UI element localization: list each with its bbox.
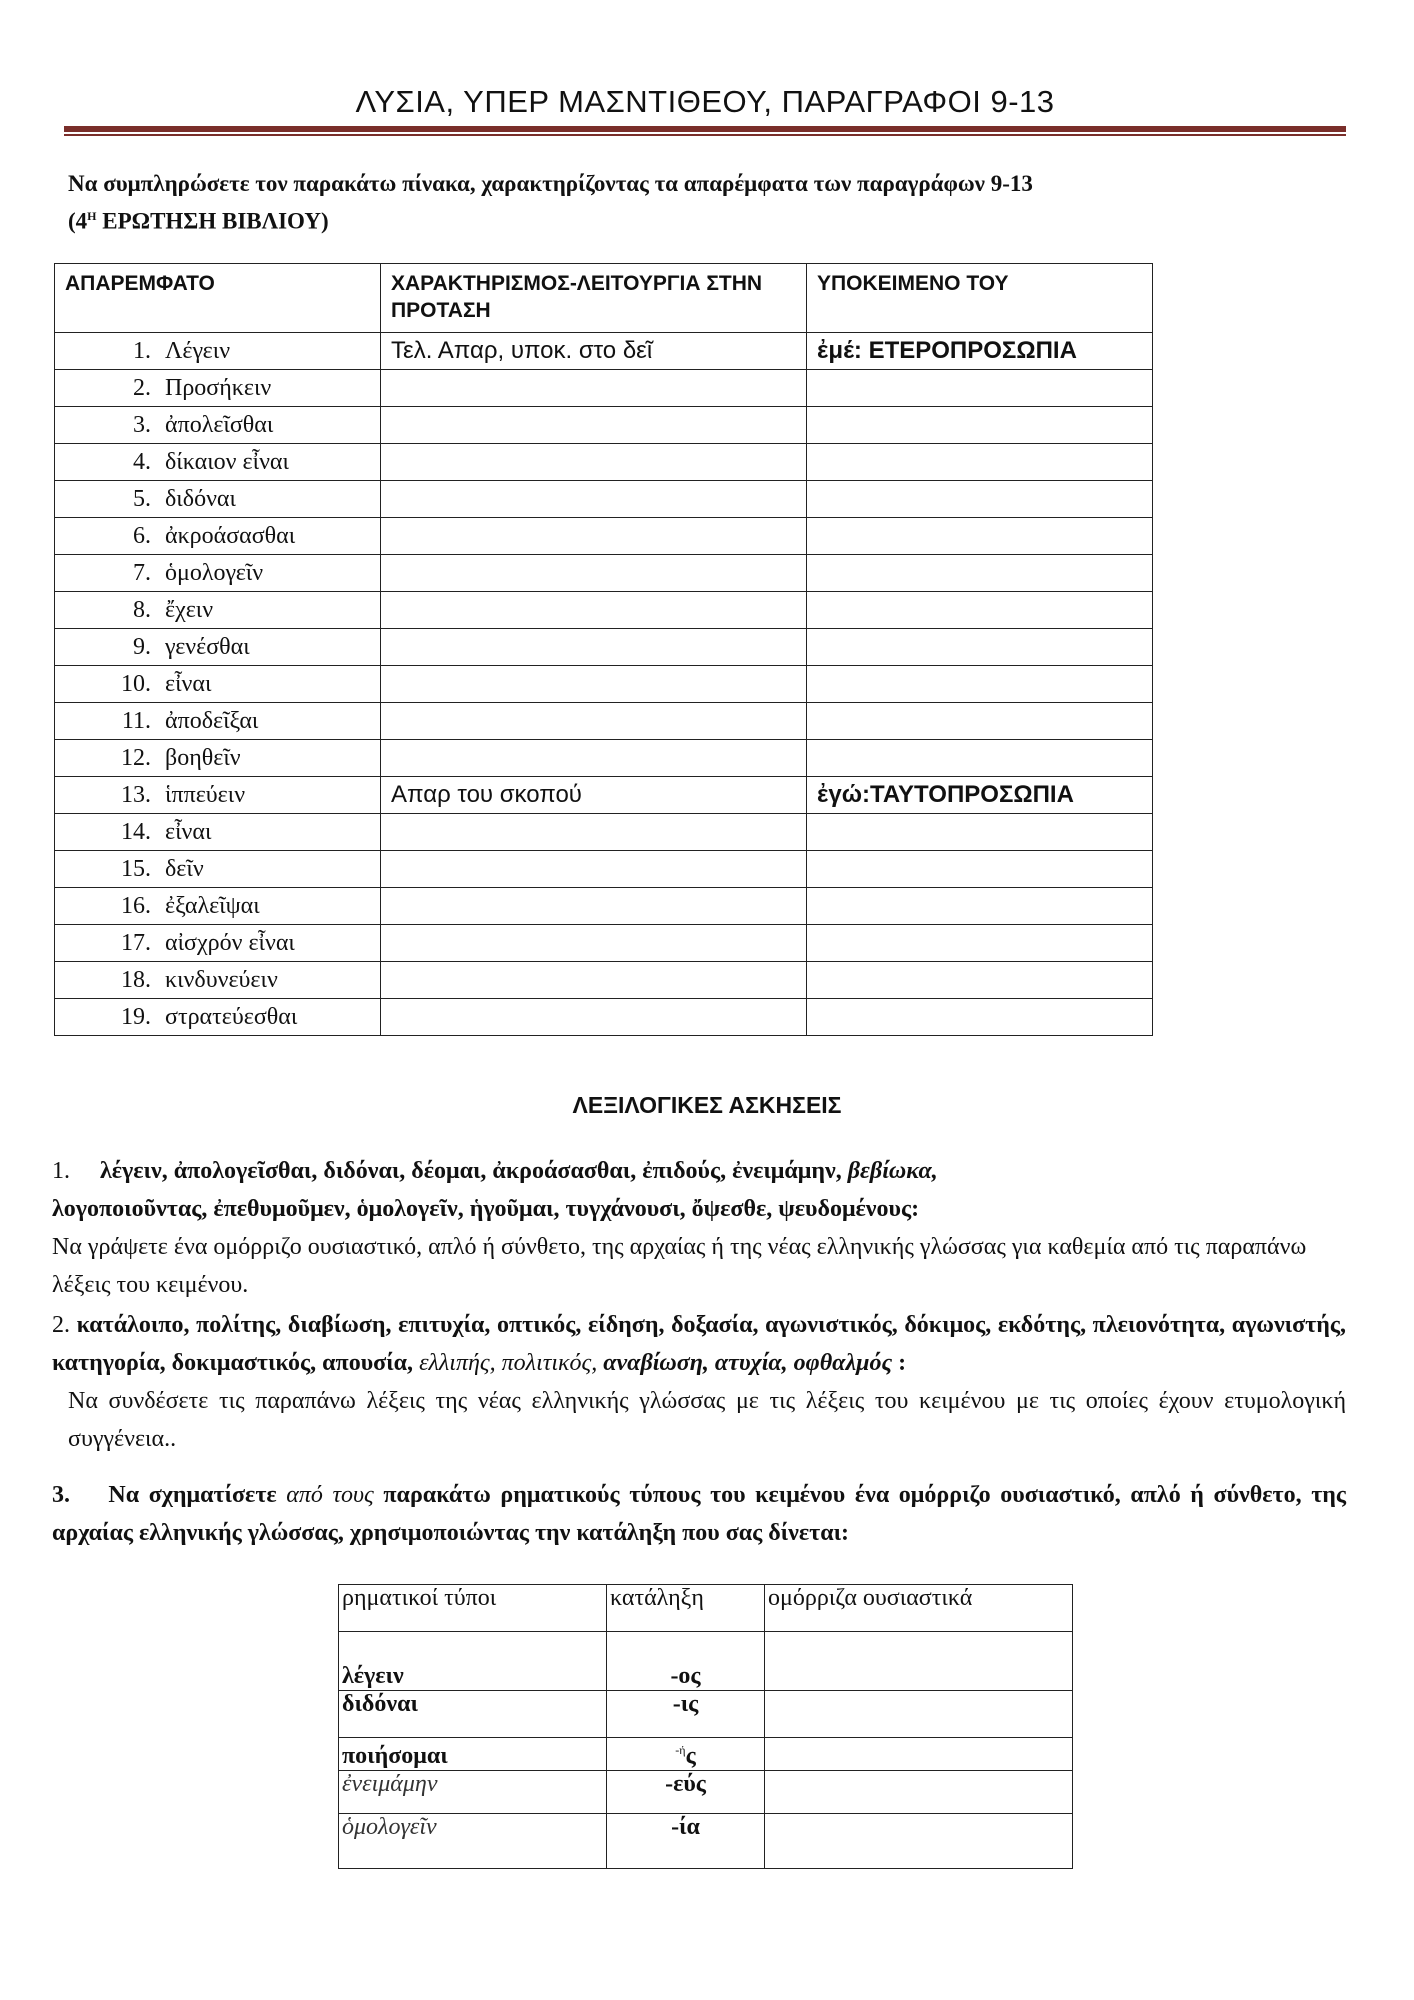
endings-table <box>338 1584 1073 1869</box>
infinitive-cell <box>55 740 381 777</box>
table-row <box>55 481 1153 518</box>
row-number: 4. <box>133 449 151 475</box>
function-cell[interactable] <box>381 629 807 666</box>
instructions <box>68 168 1348 238</box>
exercise-1 <box>52 1152 1346 1304</box>
header-infinitive: ΑΠΑΡΕΜΦΑΤΟ <box>55 264 381 333</box>
exercise-1-words-b: λογοποιοῦντας, ἐπεθυμοῦμεν, ὁμολογεῖν, ἡγοῦμαι, τυγχάνουσι, ὄψεσθε, ψευδομένους: <box>52 1196 920 1222</box>
endings-answer-cell[interactable] <box>765 1814 1073 1869</box>
table-row <box>55 962 1153 999</box>
infinitive-cell <box>55 814 381 851</box>
exercise-2 <box>52 1306 1346 1458</box>
infinitive: εἶναι <box>165 671 212 697</box>
infinitive-cell <box>55 555 381 592</box>
infinitive-cell <box>55 703 381 740</box>
table-row <box>55 703 1153 740</box>
infinitive-cell <box>55 777 381 814</box>
row-number: 15. <box>121 856 151 882</box>
row-number: 11. <box>121 708 151 734</box>
endings-row <box>339 1771 1073 1814</box>
infinitive: βοηθεῖν <box>165 745 241 771</box>
table-row <box>55 925 1153 962</box>
table-row <box>55 888 1153 925</box>
subject-cell[interactable] <box>807 851 1153 888</box>
endings-header-ending: κατάληξη <box>607 1585 765 1632</box>
subject-cell[interactable] <box>807 407 1153 444</box>
endings-ending: -ία <box>607 1814 765 1869</box>
function-cell[interactable] <box>381 518 807 555</box>
function-cell[interactable] <box>381 370 807 407</box>
function-cell[interactable] <box>381 481 807 518</box>
exercise-3-text-b: παρακάτω ρηματικούς τύπους του κειμένου ένα ομόρριζο ουσιαστικό, απλό ή σύνθετο, της αρχαίας ελληνικής γλώσσας, χρησιμοποιώντας την κατάληξη που σας δίνεται: <box>52 1482 1347 1546</box>
infinitive: δίκαιον εἶναι <box>165 449 289 475</box>
endings-ending: -εύς <box>607 1771 765 1814</box>
infinitive-cell <box>55 666 381 703</box>
exercise-2-words <box>52 1306 1346 1382</box>
infinitive: ὁμολογεῖν <box>165 560 264 586</box>
row-number: 5. <box>133 486 151 512</box>
row-number: 2. <box>133 375 151 401</box>
instructions-line2 <box>68 200 1348 238</box>
infinitive: ἱππεύειν <box>165 782 246 808</box>
endings-answer-cell[interactable] <box>765 1771 1073 1814</box>
infinitive: εἶναι <box>165 819 212 845</box>
table-row <box>55 370 1153 407</box>
infinitive: Λέγειν <box>165 338 231 364</box>
endings-ending-sup: -ή <box>675 1743 686 1757</box>
subject-cell[interactable] <box>807 962 1153 999</box>
endings-verb: διδόναι <box>339 1691 607 1738</box>
infinitive-cell <box>55 888 381 925</box>
subject-cell[interactable] <box>807 999 1153 1036</box>
function-cell[interactable] <box>381 555 807 592</box>
function-cell[interactable] <box>381 814 807 851</box>
exercise-2-number: 2. <box>52 1312 70 1338</box>
infinitive-cell <box>55 999 381 1036</box>
exercise-2-words-italic: ελλιπής, πολιτικός, <box>413 1350 598 1376</box>
header-subject: ΥΠΟΚΕΙΜΕΝΟ ΤΟΥ <box>807 264 1153 333</box>
endings-verb: ποιήσομαι <box>339 1738 607 1771</box>
row-number: 18. <box>121 967 151 993</box>
function-cell[interactable] <box>381 407 807 444</box>
exercise-1-words-a: λέγειν, ἀπολογεῖσθαι, διδόναι, δέομαι, ἀκροάσασθαι, ἐπιδούς, ἐνειμάμην, <box>100 1158 848 1184</box>
infinitive-cell <box>55 481 381 518</box>
table-row <box>55 814 1153 851</box>
instructions-line1: Να συμπληρώσετε τον παρακάτω πίνακα, χαρακτηρίζοντας τα απαρέμφατα των παραγράφων 9-13 <box>68 171 1033 196</box>
table-header-row <box>55 264 1153 333</box>
infinitive: γενέσθαι <box>165 634 250 660</box>
endings-row <box>339 1738 1073 1771</box>
header-rule-thin <box>64 134 1346 136</box>
subject-cell[interactable] <box>807 740 1153 777</box>
function-cell[interactable] <box>381 666 807 703</box>
exercise-2-colon: : <box>892 1350 907 1376</box>
subject-cell[interactable] <box>807 481 1153 518</box>
subject-cell[interactable]: ἐγώ:ΤΑΥΤΟΠΡΟΣΩΠΙΑ <box>807 777 1153 814</box>
exercise-3-text-a: Να σχηματίσετε <box>108 1482 287 1508</box>
row-number: 3. <box>133 412 151 438</box>
subject-cell[interactable] <box>807 925 1153 962</box>
table-row <box>55 407 1153 444</box>
infinitive-cell <box>55 629 381 666</box>
page-title: ΛΥΣΙΑ, ΥΠΕΡ ΜΑΣΝΤΙΘΕΟΥ, ΠΑΡΑΓΡΑΦΟΙ 9-13 <box>355 84 1055 119</box>
row-number: 12. <box>121 745 151 771</box>
row-number: 7. <box>133 560 151 586</box>
infinitive-cell <box>55 962 381 999</box>
subject-cell[interactable] <box>807 555 1153 592</box>
exercise-3-number: 3. <box>52 1482 70 1508</box>
infinitive: διδόναι <box>165 486 236 512</box>
function-cell[interactable] <box>381 592 807 629</box>
row-number: 16. <box>121 893 151 919</box>
infinitive: ἐξαλεῖψαι <box>165 893 260 919</box>
endings-ending: -ις <box>607 1691 765 1738</box>
endings-answer-cell[interactable] <box>765 1691 1073 1738</box>
table-row <box>55 592 1153 629</box>
infinitive-cell <box>55 518 381 555</box>
infinitive: ἀπολεῖσθαι <box>165 412 274 438</box>
infinitive: ἀκροάσασθαι <box>165 523 296 549</box>
infinitives-table <box>54 263 1153 1036</box>
function-cell[interactable] <box>381 925 807 962</box>
endings-row <box>339 1814 1073 1869</box>
infinitive-cell <box>55 851 381 888</box>
infinitive: ἀποδεῖξαι <box>165 708 259 734</box>
row-number: 13. <box>121 782 151 808</box>
exercise-3 <box>52 1476 1346 1552</box>
instr-pre: (4 <box>68 208 88 234</box>
exercise-1-words-italic: βεβίωκα, <box>847 1158 938 1184</box>
header-rule <box>64 126 1346 132</box>
endings-verb: ἐνειμάμην <box>339 1771 607 1814</box>
infinitive-cell <box>55 592 381 629</box>
infinitive: αἰσχρόν εἶναι <box>165 930 295 956</box>
subject-cell[interactable] <box>807 888 1153 925</box>
table-row <box>55 518 1153 555</box>
infinitive: στρατεύεσθαι <box>165 1004 298 1030</box>
subject-cell[interactable] <box>807 592 1153 629</box>
exercise-2-words-bold-italic: αναβίωση, ατυχία, οφθαλμός <box>603 1350 893 1376</box>
infinitive-cell <box>55 925 381 962</box>
table-row <box>55 629 1153 666</box>
function-cell[interactable] <box>381 999 807 1036</box>
infinitive-cell <box>55 444 381 481</box>
endings-ending-cell <box>607 1738 765 1771</box>
subject-cell[interactable] <box>807 666 1153 703</box>
table-row <box>55 851 1153 888</box>
endings-answer-cell[interactable] <box>765 1632 1073 1691</box>
infinitive: δεῖν <box>165 856 204 882</box>
endings-header-nouns: ομόρριζα ουσιαστικά <box>765 1585 1073 1632</box>
row-number: 19. <box>121 1004 151 1030</box>
row-number: 17. <box>121 930 151 956</box>
instr-sup: Η <box>87 209 97 223</box>
function-cell[interactable] <box>381 740 807 777</box>
subject-cell[interactable] <box>807 814 1153 851</box>
row-number: 6. <box>133 523 151 549</box>
function-cell[interactable]: Τελ. Απαρ, υποκ. στο δεῖ <box>381 333 807 370</box>
infinitive-cell <box>55 407 381 444</box>
section-title: ΛΕΞΙΛΟΓΙΚΕΣ ΑΣΚΗΣΕΙΣ <box>572 1092 842 1118</box>
function-cell[interactable] <box>381 888 807 925</box>
subject-cell[interactable] <box>807 518 1153 555</box>
subject-cell[interactable]: ἐμέ: ΕΤΕΡΟΠΡΟΣΩΠΙΑ <box>807 333 1153 370</box>
exercise-1-task: Να γράψετε ένα ομόρριζο ουσιαστικό, απλό ή σύνθετο, της αρχαίας ή της νέας ελληνικής γλώσσας για καθεμία από τις παραπάνω λέξεις του κειμένου. <box>52 1234 1307 1298</box>
table-row <box>55 740 1153 777</box>
row-number: 10. <box>121 671 151 697</box>
endings-row <box>339 1691 1073 1738</box>
infinitive: Προσήκειν <box>165 375 272 401</box>
subject-cell[interactable] <box>807 703 1153 740</box>
function-cell[interactable] <box>381 851 807 888</box>
function-cell[interactable] <box>381 962 807 999</box>
row-number: 1. <box>133 338 151 364</box>
table-row <box>55 555 1153 592</box>
exercise-2-task: Να συνδέσετε τις παραπάνω λέξεις της νέας ελληνικής γλώσσας με τις λέξεις του κειμένου με τις οποίες έχουν ετυμολογική συγγένεια.. <box>68 1388 1346 1452</box>
row-number: 9. <box>133 634 151 660</box>
table-row <box>55 333 1153 370</box>
subject-cell[interactable] <box>807 629 1153 666</box>
endings-verb: λέγειν <box>339 1632 607 1691</box>
exercise-3-text-italic: από τους <box>286 1482 374 1508</box>
infinitive: κινδυνεύειν <box>165 967 278 993</box>
instr-post: ΕΡΩΤΗΣΗ ΒΙΒΛΙΟΥ) <box>96 208 329 234</box>
function-cell[interactable] <box>381 703 807 740</box>
endings-verb: ὁμολογεῖν <box>339 1814 607 1869</box>
row-number: 8. <box>133 597 151 623</box>
exercise-1-words <box>52 1152 1346 1228</box>
endings-answer-cell[interactable] <box>765 1738 1073 1771</box>
header-function: ΧΑΡΑΚΤΗΡΙΣΜΟΣ-ΛΕΙΤΟΥΡΓΙΑ ΣΤΗΝ ΠΡΟΤΑΣΗ <box>381 264 807 333</box>
infinitive-cell <box>55 370 381 407</box>
endings-header-verbs: ρηματικοί τύποι <box>339 1585 607 1632</box>
function-cell[interactable] <box>381 444 807 481</box>
endings-row <box>339 1632 1073 1691</box>
endings-header-row <box>339 1585 1073 1632</box>
endings-ending: ς <box>685 1743 696 1769</box>
table-row <box>55 666 1153 703</box>
exercise-1-number: 1. <box>52 1158 70 1184</box>
infinitive: ἔχειν <box>165 597 214 623</box>
subject-cell[interactable] <box>807 370 1153 407</box>
endings-ending: -ος <box>607 1632 765 1691</box>
row-number: 14. <box>121 819 151 845</box>
table-row <box>55 777 1153 814</box>
infinitive-cell <box>55 333 381 370</box>
table-row <box>55 999 1153 1036</box>
subject-cell[interactable] <box>807 444 1153 481</box>
function-cell[interactable]: Απαρ του σκοπού <box>381 777 807 814</box>
table-row <box>55 444 1153 481</box>
exercise-2-words-bold: κατάλοιπο, πολίτης, διαβίωση, επιτυχία, οπτικός, είδηση, δοξασία, αγωνιστικός, δόκιμος, εκδότης, πλειονότητα, αγωνιστής, κατηγορία, δοκιμαστικός, απουσία, <box>52 1312 1346 1376</box>
